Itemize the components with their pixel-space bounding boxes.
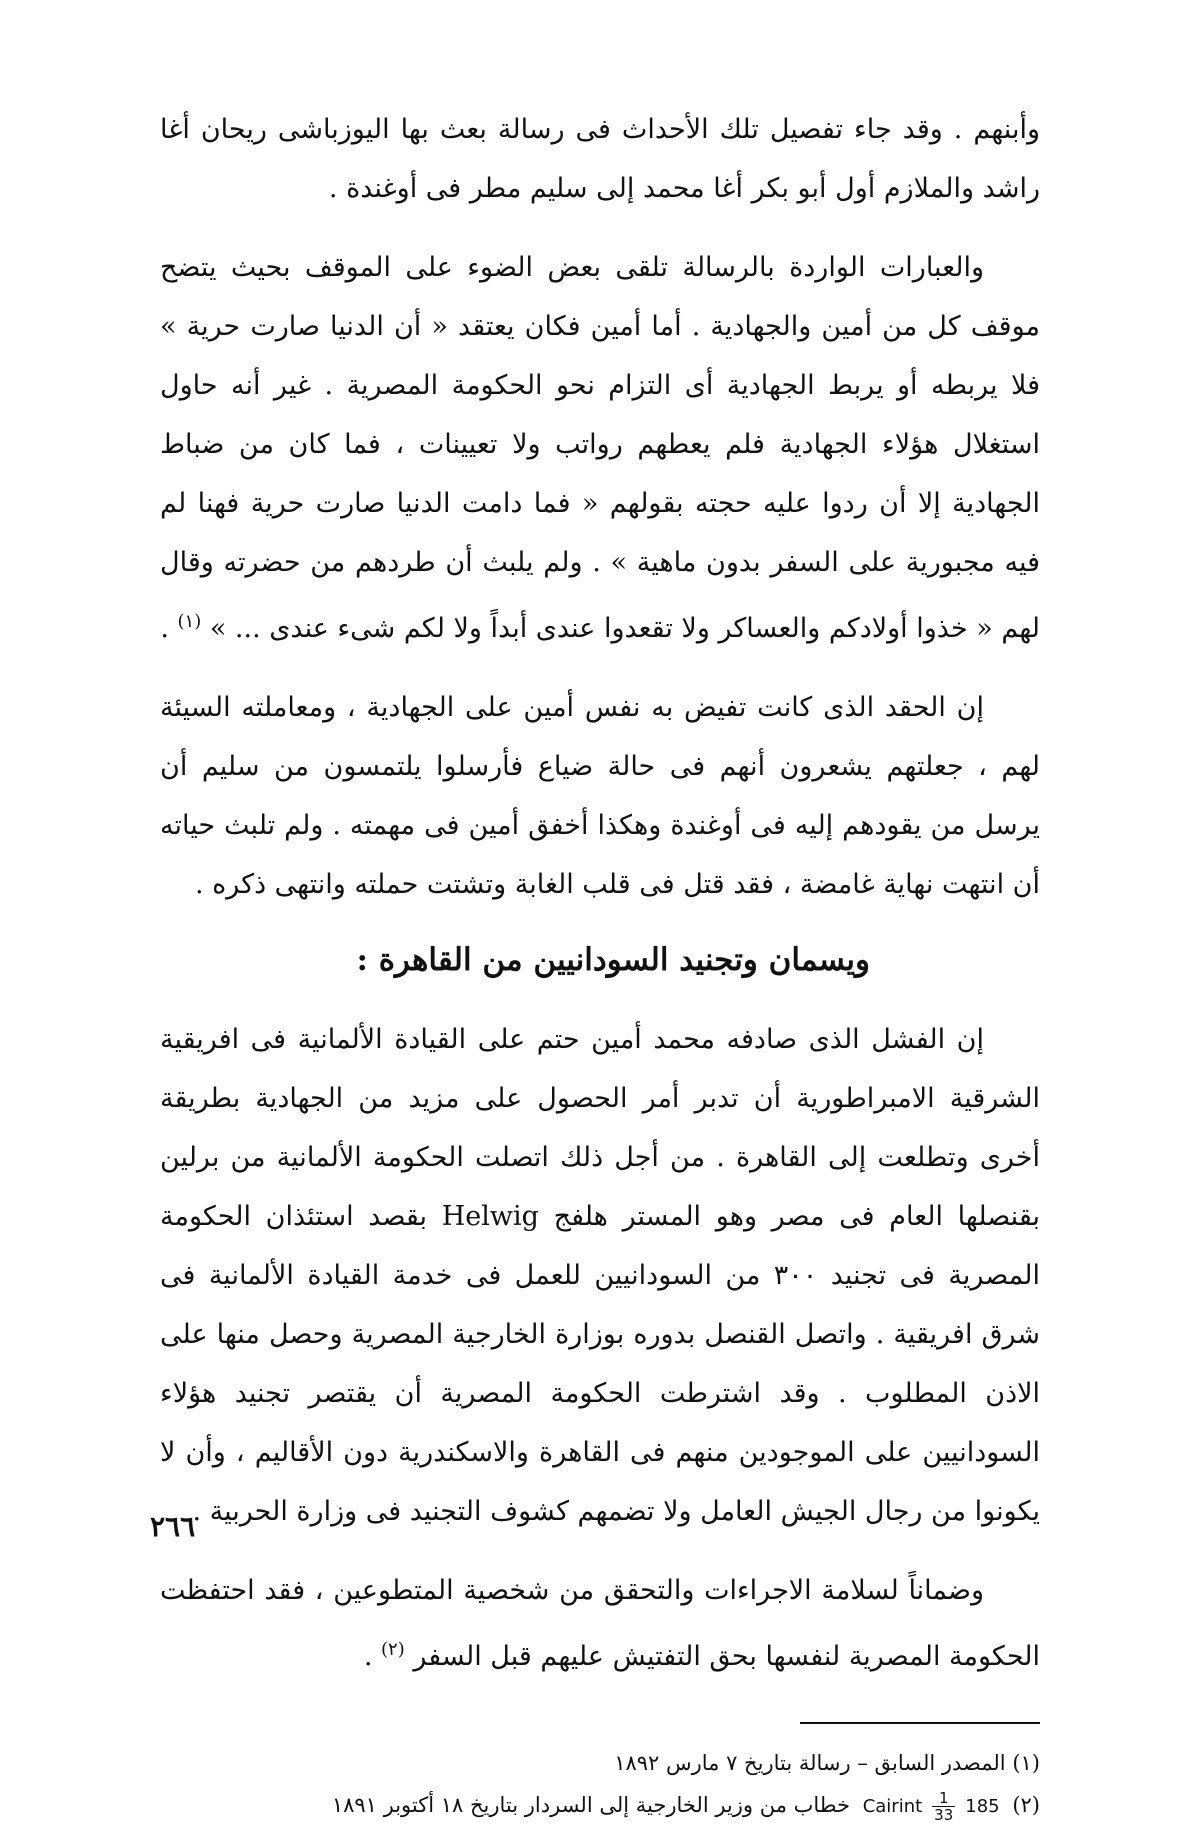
fraction-denominator: 33	[934, 1806, 954, 1824]
page-number: ٢٦٦	[150, 1510, 196, 1543]
footnote-ref-1: (١)	[177, 611, 202, 632]
footnote-2-fraction	[932, 1790, 955, 1823]
footnote-2-marker: (٢)	[1012, 1793, 1040, 1817]
section-heading: ويسمان وتجنيد السودانيين من القاهرة :	[356, 942, 870, 978]
paragraph-5-text: وضماناً لسلامة الاجراءات والتحقق من شخصية المتطوعين ، فقد احتفظت الحكومة المصرية لنفسها بحق التفتيش عليهم قبل السفر	[160, 1575, 1040, 1672]
footnote-ref-2: (٢)	[381, 1639, 405, 1660]
footnote-2	[160, 1784, 1040, 1828]
footnote-2-text: خطاب من وزير الخارجية إلى السردار بتاريخ ١٨ أكتوبر ١٨٩١	[331, 1793, 851, 1817]
fraction-numerator: 1	[932, 1790, 955, 1807]
footnote-2-number: 185	[965, 1796, 1000, 1817]
page-body	[160, 100, 1040, 1828]
paragraph-3: إن الحقد الذى كانت تفيض به نفس أمين على الجهادية ، ومعاملته السيئة لهم ، جعلتهم يشعرون أنهم فى حالة ضياع فأرسلوا يلتمسون من سليم أن يرسل من يقودهم إليه فى أوغندة وهكذا أخفق أمين فى مهمته . ولم تلبث حياته أن انتهت نهاية غامضة ، فقد قتل فى قلب الغابة وتشتت حملته وانتهى ذكره .	[160, 692, 1040, 900]
paragraph-5	[160, 1561, 1040, 1686]
paragraph-2-text: والعبارات الواردة بالرسالة تلقى بعض الضوء على الموقف بحيث يتضح موقف كل من أمين والجهادية . أما أمين فكان يعتقد « أن الدنيا صارت حرية » فلا يربطه أو يربط الجهادية أى التزام نحو الحكومة المصرية . غير أنه حاول استغلال هؤلاء الجهادية فلم يعطهم رواتب ولا تعيينات ، فما كان من ضباط الجهادية إلا أن ردوا عليه حجته بقولهم « فما دامت الدنيا صارت حرية فهنا لم فيه مجبورية على السفر بدون ماهية » . ولم يلبث أن طردهم من حضرته وقال لهم « خذوا أولادكم والعساكر ولا تقعدوا عندى أبداً ولا لكم شىء عندى ... »	[160, 252, 1040, 644]
paragraph-2	[160, 238, 1040, 658]
paragraph-1: وأبنهم . وقد جاء تفصيل تلك الأحداث فى رسالة بعث بها اليوزباشى ريحان أغا راشد والملازم أول أبو بكر أغا محمد إلى سليم مطر فى أوغندة .	[160, 114, 1040, 204]
paragraph-2-end: .	[160, 613, 169, 644]
paragraph-4: إن الفشل الذى صادفه محمد أمين حتم على القيادة الألمانية فى افريقية الشرقية الامبراطورية أن تدبر أمر الحصول على مزيد من الجهادية بطريقة أخرى وتطلعت إلى القاهرة . من أجل ذلك اتصلت الحكومة الألمانية من برلين بقنصلها العام فى مصر وهو المستر هلفج Helwig بقصد استئذان الحكومة المصرية فى تجنيد ٣٠٠ من السودانيين للعمل فى خدمة القيادة الألمانية فى شرق افريقية . واتصل القنصل بدوره بوزارة الخارجية المصرية وحصل منها على الاذن المطلوب . وقد اشترطت الحكومة المصرية أن يقتصر تجنيد هؤلاء السودانيين على الموجودين منهم فى القاهرة والاسكندرية دون الأقاليم ، وأن لا يكونوا من رجال الجيش العامل ولا تضمهم كشوف التجنيد فى وزارة الحربية .	[160, 1024, 1040, 1527]
footnote-2-source: Cairint	[862, 1796, 923, 1817]
paragraph-5-end: .	[363, 1641, 373, 1672]
footnote-1: (١) المصدر السابق – رسالة بتاريخ ٧ مارس ١٨٩٢	[614, 1751, 1040, 1775]
footnote-divider	[800, 1722, 1040, 1724]
